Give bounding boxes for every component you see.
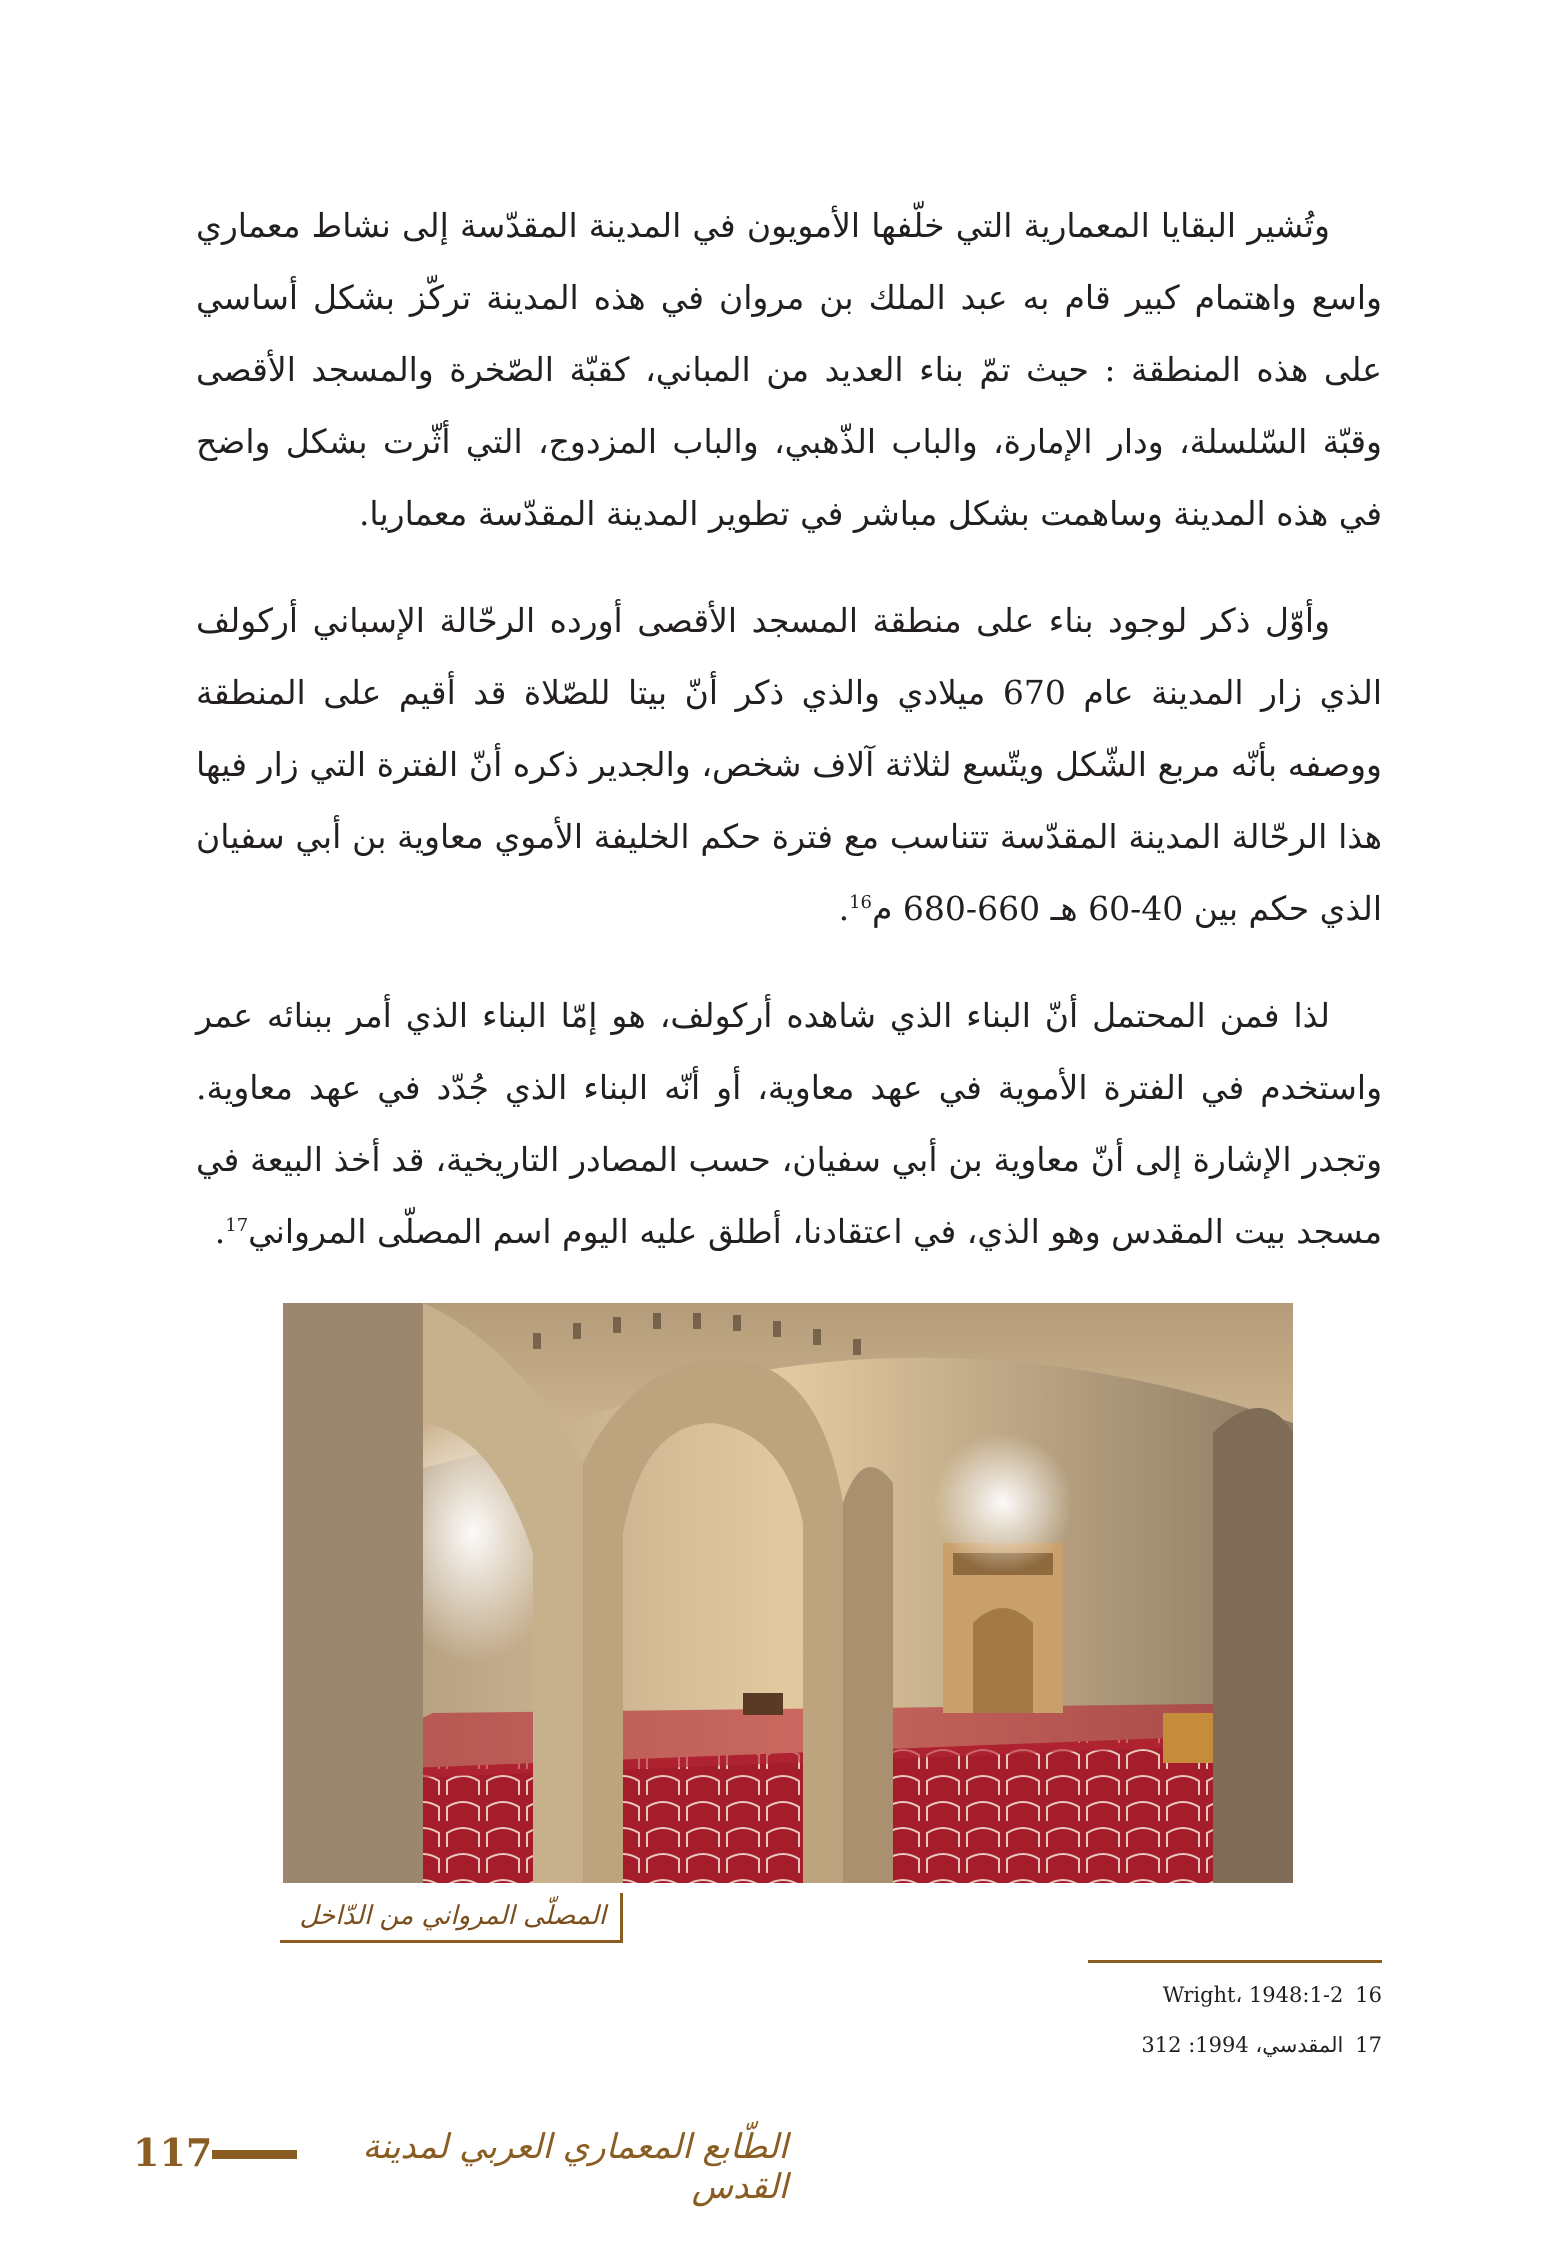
footnote-text: المقدسي، 1994: 312 bbox=[1141, 2033, 1344, 2057]
paragraph-3-end: . bbox=[214, 1212, 226, 1251]
footer-decorative-bar bbox=[212, 2150, 297, 2159]
page-number: 117 bbox=[133, 2130, 213, 2175]
footnote-text: 2-Wright، 1948:1 bbox=[1162, 1983, 1344, 2007]
footnote-17 bbox=[1000, 2030, 1382, 2060]
paragraph-3-text: لذا فمن المحتمل أنّ البناء الذي شاهده أركولف، هو إمّا البناء الذي أمر ببنائه عمر واستخدم في الفترة الأموية في عهد معاوية، أو أنّه البناء الذي جُدّد في عهد معاوية. وتجدر الإشارة إلى أنّ معاوية بن أبي سفيان، حسب المصادر التاريخية، قد أخذ البيعة في مسجد بيت المقدس وهو الذي، في اعتقادنا، أطلق عليه اليوم اسم المصلّى المرواني bbox=[196, 996, 1382, 1251]
paragraph-2 bbox=[196, 585, 1382, 945]
running-title: الطّابع المعماري العربي لمدينة القدس bbox=[362, 2127, 788, 2207]
paragraph-2-end: . bbox=[838, 889, 850, 928]
paragraph-2-text: وأوّل ذكر لوجود بناء على منطقة المسجد الأقصى أورده الرحّالة الإسباني أركولف الذي زار المدينة عام 670 ميلادي والذي ذكر أنّ بيتا للصّلاة قد أقيم على المنطقة ووصفه بأنّه مربع الشّكل ويتّسع لثلاثة آلاف شخص، والجدير ذكره أنّ الفترة التي زار فيها هذا الرحّالة المدينة المقدّسة تتناسب مع فترة حكم الخليفة الأموي معاوية بن أبي سفيان الذي حكم بين 40-60 هـ 660-680 م bbox=[196, 601, 1382, 928]
paragraph-1-text: وتُشير البقايا المعمارية التي خلّفها الأمويون في المدينة المقدّسة إلى نشاط معماري واسع واهتمام كبير قام به عبد الملك بن مروان في هذه المدينة تركّز بشكل أساسي على هذه المنطقة : حيث تمّ بناء العديد من المباني، كقبّة الصّخرة والمسجد الأقصى وقبّة السّلسلة، ودار الإمارة، والباب الذّهبي، والباب المزدوج، التي أثّرت بشكل واضح في هذه المدينة وساهمت بشكل مباشر في تطوير المدينة المقدّسة معماريا. bbox=[196, 206, 1382, 533]
paragraph-3 bbox=[196, 980, 1382, 1268]
footnote-number: 16 bbox=[1355, 1983, 1382, 2007]
figure-caption bbox=[280, 1893, 623, 1943]
marwani-prayer-hall-photo bbox=[283, 1303, 1293, 1883]
paragraph-1 bbox=[196, 190, 1382, 550]
footnote-ref-16[interactable]: 16 bbox=[849, 892, 872, 913]
footnote-16 bbox=[1000, 1980, 1382, 2010]
figure-caption-text: المصلّى المرواني من الدّاخل bbox=[299, 1901, 606, 1931]
footnote-ref-17[interactable]: 17 bbox=[225, 1215, 249, 1236]
footnote-divider bbox=[1088, 1960, 1382, 1963]
photo-illustration bbox=[283, 1303, 1293, 1883]
footnote-number: 17 bbox=[1355, 2033, 1382, 2057]
